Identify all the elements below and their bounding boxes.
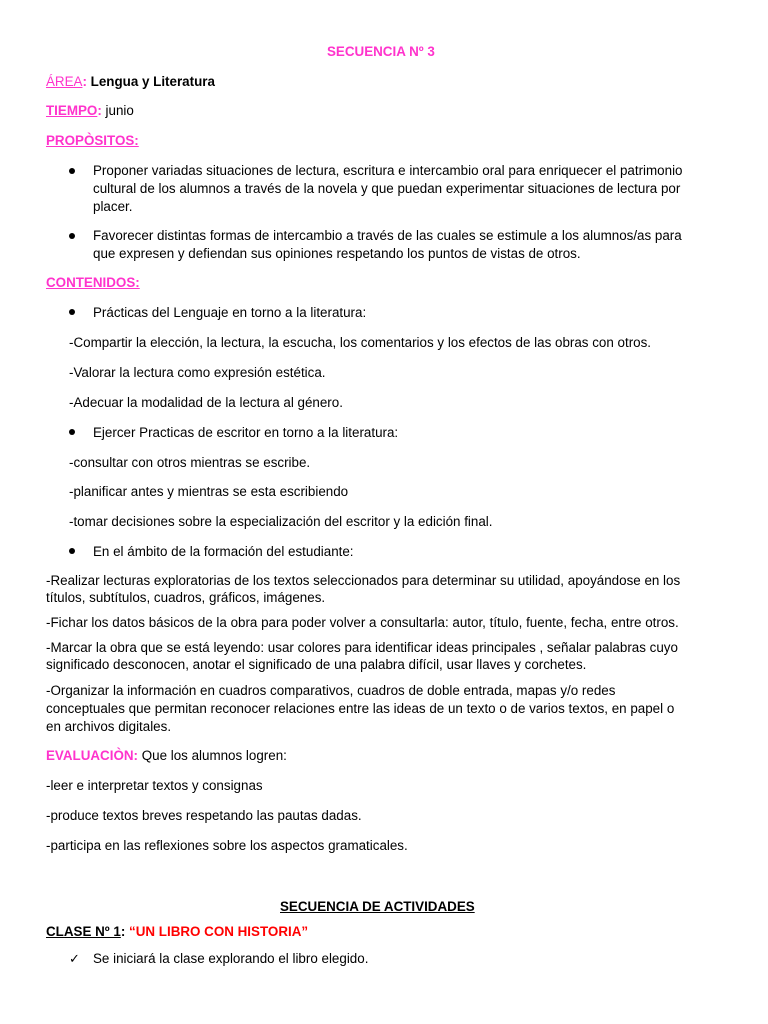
- evaluacion-item: -produce textos breves respetando las pautas dadas.: [46, 808, 362, 823]
- contenidos-line: -planificar antes y mientras se esta escribiendo: [69, 484, 349, 499]
- clase-colon: :: [120, 924, 126, 939]
- evaluacion-line: [46, 747, 287, 764]
- checkmark-icon: ✓: [69, 951, 80, 966]
- proposito-item-2-line-2: que expresen y defiendan sus opiniones respetando los puntos de vistas de otros.: [93, 246, 581, 261]
- proposito-item-1-line-3: placer.: [93, 199, 133, 214]
- tiempo-value: junio: [101, 103, 134, 118]
- proposito-item-2-line-1: Favorecer distintas formas de intercambio a través de las cuales se estimule a los alumnos/as para: [93, 228, 682, 243]
- evaluacion-label: EVALUACIÒN:: [46, 748, 138, 763]
- clase-label: CLASE Nº 1: [46, 924, 121, 939]
- contenidos-para-3-line-2: significado desconocen, anotar el significado de una palabra difícil, usar llaves y corchetes.: [46, 657, 587, 672]
- contenidos-para-1-line-1: -Realizar lecturas exploratorias de los textos seleccionados para determinar su utilidad, apoyándose en los: [46, 573, 681, 588]
- bullet-dot: [69, 168, 75, 174]
- area-line: [46, 73, 215, 90]
- bullet-dot: [69, 309, 75, 315]
- contenidos-heading: CONTENIDOS:: [46, 275, 140, 290]
- contenidos-para-1-line-2: títulos, subtítulos, cuadros, gráficos, imágenes.: [46, 590, 326, 605]
- clase-line: [46, 923, 308, 940]
- contenidos-para-4-line-1: -Organizar la información en cuadros comparativos, cuadros de doble entrada, mapas y/o redes: [46, 683, 616, 698]
- tiempo-line: [46, 102, 134, 119]
- tiempo-colon: :: [97, 103, 102, 118]
- contenidos-bullet-1: Prácticas del Lenguaje en torno a la literatura:: [93, 305, 367, 320]
- bullet-dot: [69, 548, 75, 554]
- propositos-heading: PROPÒSITOS:: [46, 133, 139, 148]
- contenidos-line: -Valorar la lectura como expresión estética.: [69, 365, 326, 380]
- tiempo-label: TIEMPO: [46, 103, 98, 118]
- evaluacion-item: -leer e interpretar textos y consignas: [46, 778, 263, 793]
- contenidos-line: -consultar con otros mientras se escribe.: [69, 455, 311, 470]
- area-label: ÁREA: [46, 74, 83, 89]
- evaluacion-intro: Que los alumnos logren:: [138, 748, 287, 763]
- proposito-item-1-line-2: cultural de los alumnos a través de la novela y que puedan experimentar situaciones de lectura por: [93, 181, 681, 196]
- contenidos-para-3-line-1: -Marcar la obra que se está leyendo: usar colores para identificar ideas principales , señalar palabras cuyo: [46, 640, 678, 655]
- contenidos-para-2-line-1: -Fichar los datos básicos de la obra para poder volver a consultarla: autor, título, fuente, fecha, entre otros.: [46, 615, 679, 630]
- actividades-heading: SECUENCIA DE ACTIVIDADES: [280, 899, 475, 914]
- bullet-dot: [69, 429, 75, 435]
- area-colon: :: [82, 74, 87, 89]
- evaluacion-item: -participa en las reflexiones sobre los aspectos gramaticales.: [46, 838, 408, 853]
- bullet-dot: [69, 233, 75, 239]
- contenidos-line: -Adecuar la modalidad de la lectura al género.: [69, 395, 343, 410]
- contenidos-para-4-line-2: conceptuales que permitan reconocer relaciones entre las ideas de un texto o de varios textos, en papel o: [46, 701, 675, 716]
- document-title: SECUENCIA Nº 3: [327, 44, 435, 59]
- check-item: Se iniciará la clase explorando el libro elegido.: [93, 951, 369, 966]
- contenidos-bullet-2: Ejercer Practicas de escritor en torno a la literatura:: [93, 425, 399, 440]
- proposito-item-1-line-1: Proponer variadas situaciones de lectura, escritura e intercambio oral para enriquecer el patrimonio: [93, 163, 683, 178]
- contenidos-line: -Compartir la elección, la lectura, la escucha, los comentarios y los efectos de las obras con otros.: [69, 335, 652, 350]
- clase-title: “UN LIBRO CON HISTORIA”: [125, 924, 309, 939]
- contenidos-bullet-3: En el ámbito de la formación del estudiante:: [93, 544, 354, 559]
- contenidos-line: -tomar decisiones sobre la especialización del escritor y la edición final.: [69, 514, 493, 529]
- area-value: Lengua y Literatura: [86, 74, 215, 89]
- contenidos-para-4-line-3: en archivos digitales.: [46, 719, 172, 734]
